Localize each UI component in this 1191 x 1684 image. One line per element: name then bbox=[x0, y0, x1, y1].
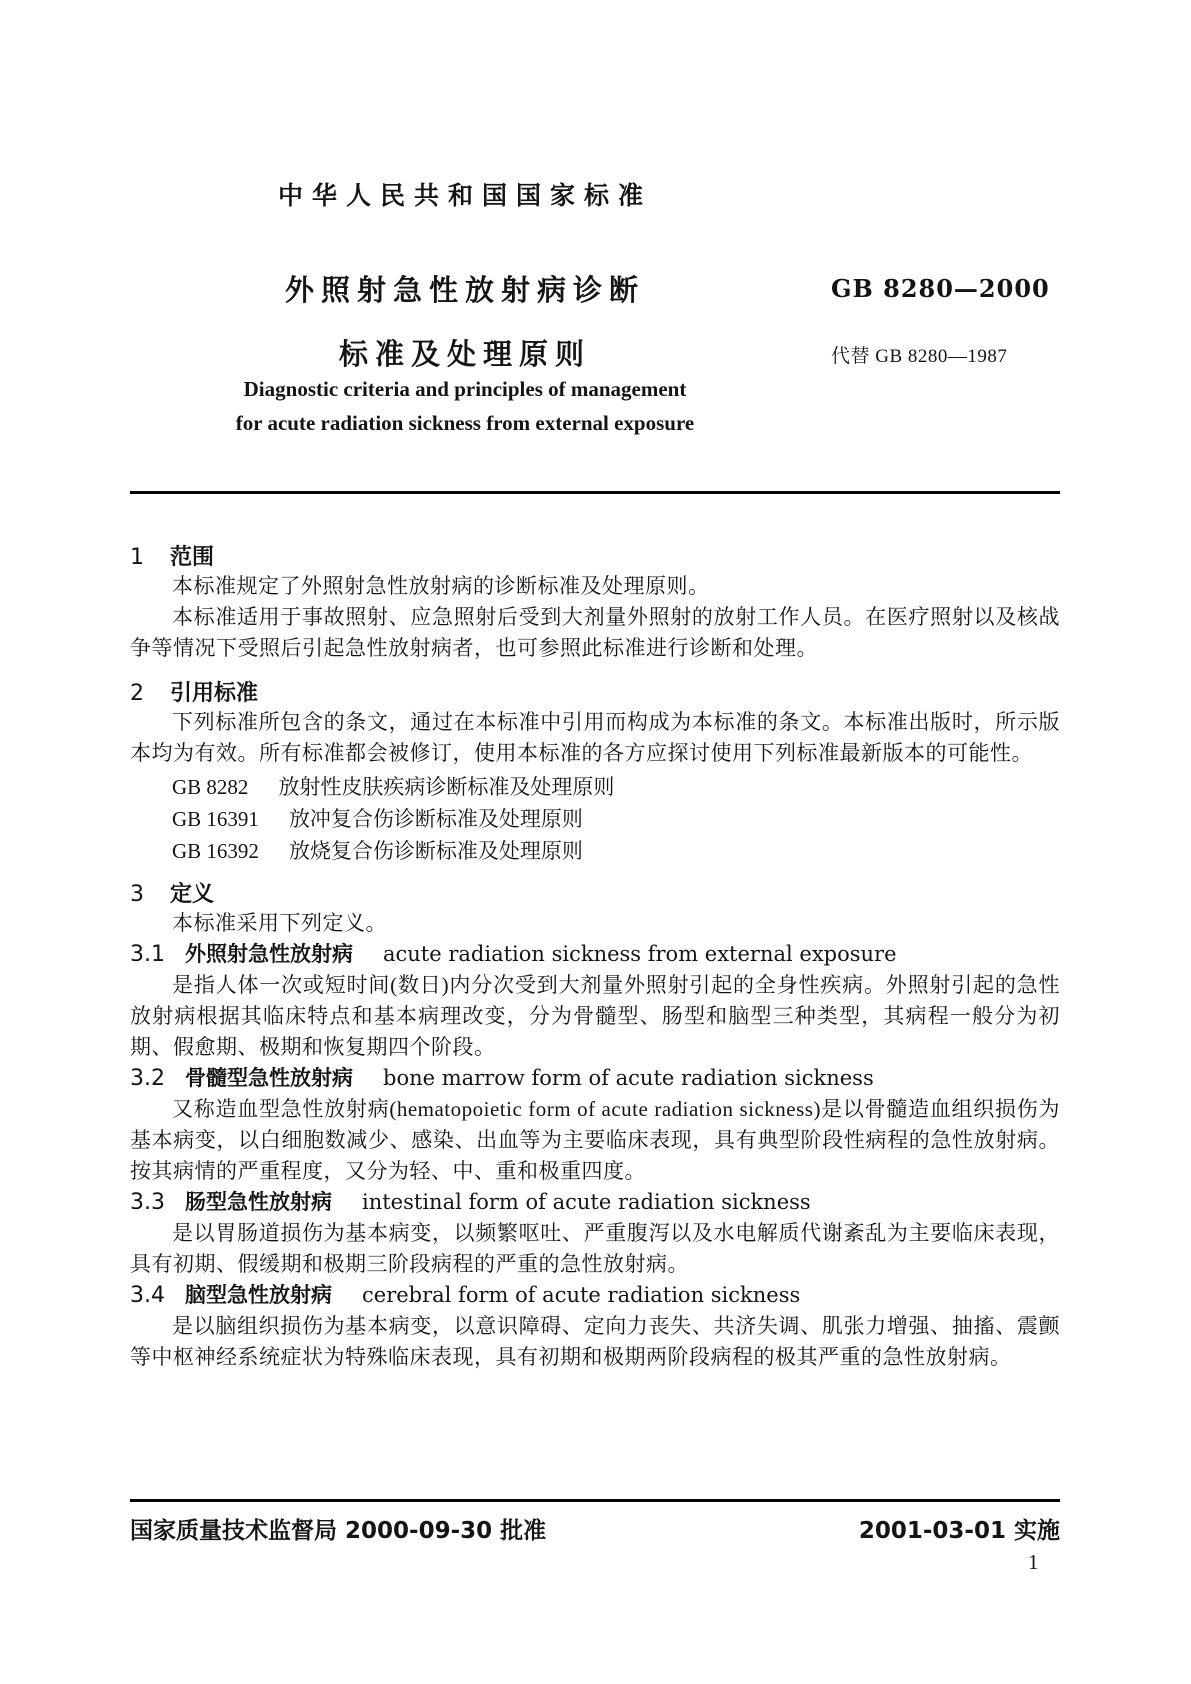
reference-code: GB 16392 bbox=[172, 839, 259, 863]
reference-code: GB 8282 bbox=[172, 775, 249, 799]
section-heading-2 bbox=[130, 681, 1060, 707]
subsection-heading bbox=[130, 1280, 1060, 1311]
subsection-heading bbox=[130, 1063, 1060, 1094]
term-chinese: 骨髓型急性放射病 bbox=[185, 1066, 353, 1090]
reference-item bbox=[130, 835, 1060, 867]
national-standard-label: 中华人民共和国国家标准 bbox=[277, 181, 652, 210]
term-english: bone marrow form of acute radiation sickness bbox=[383, 1066, 874, 1090]
section-title: 定义 bbox=[170, 882, 215, 907]
subsection-3-4 bbox=[130, 1280, 1060, 1373]
paragraph: 又称造血型急性放射病(hematopoietic form of acute radiation sickness)是以骨髓造血组织损伤为基本病变，以白细胞数减少、感染、出血等为主要临床表现，具有典型阶段性病程的急性放射病。按其病情的严重程度，又分为轻、中、重和极重四度。 bbox=[130, 1097, 1060, 1183]
reference-item bbox=[130, 803, 1060, 835]
term-chinese: 脑型急性放射病 bbox=[185, 1283, 332, 1307]
reference-title: 放烧复合伤诊断标准及处理原则 bbox=[288, 839, 583, 863]
section-heading-3 bbox=[130, 882, 1060, 908]
paragraph: 是以脑组织损伤为基本病变，以意识障碍、定向力丧失、共济失调、肌张力增强、抽搐、震颤等中枢神经系统症状为特殊临床表现，具有初期和极期两阶段病程的极其严重的急性放射病。 bbox=[130, 1314, 1060, 1369]
paragraph: 下列标准所包含的条文，通过在本标准中引用而构成为本标准的条文。本标准出版时，所示版本均为有效。所有标准都会被修订，使用本标准的各方应探讨使用下列标准最新版本的可能性。 bbox=[130, 710, 1060, 765]
standard-code: GB 8280—2000 bbox=[831, 274, 1050, 303]
term-chinese: 外照射急性放射病 bbox=[185, 942, 353, 966]
term-english: acute radiation sickness from external exposure bbox=[383, 942, 897, 966]
term-english: intestinal form of acute radiation sickness bbox=[362, 1190, 811, 1214]
section-scope bbox=[130, 545, 1060, 664]
section-title: 范围 bbox=[170, 545, 215, 570]
subsection-number: 3.1 bbox=[130, 942, 165, 967]
reference-code: GB 16391 bbox=[172, 807, 259, 831]
approval-statement: 国家质量技术监督局 2000-09-30 批准 bbox=[130, 1518, 547, 1544]
implementation-date: 2001-03-01 实施 bbox=[858, 1518, 1060, 1544]
paragraph: 本标准适用于事故照射、应急照射后受到大剂量外照射的放射工作人员。在医疗照射以及核战争等情况下受照后引起急性放射病者，也可参照此标准进行诊断和处理。 bbox=[130, 605, 1060, 660]
reference-title: 放射性皮肤疾病诊断标准及处理原则 bbox=[278, 775, 615, 799]
section-number: 2 bbox=[130, 681, 144, 706]
subsection-3-3 bbox=[130, 1187, 1060, 1280]
section-title: 引用标准 bbox=[170, 681, 259, 706]
subsection-heading bbox=[130, 1187, 1060, 1218]
subsection-3-1 bbox=[130, 939, 1060, 1063]
subsection-number: 3.4 bbox=[130, 1283, 165, 1308]
term-english: cerebral form of acute radiation sickness bbox=[362, 1283, 801, 1307]
paragraph: 本标准采用下列定义。 bbox=[172, 911, 387, 935]
title-line-1: 外照射急性放射病诊断 bbox=[284, 273, 645, 307]
section-number: 3 bbox=[130, 882, 144, 907]
superseded-standard: 代替 GB 8280—1987 bbox=[831, 346, 1008, 367]
paragraph: 是以胃肠道损伤为基本病变，以频繁呕吐、严重腹泻以及水电解质代谢紊乱为主要临床表现，具有初期、假缓期和极期三阶段病程的严重的急性放射病。 bbox=[130, 1221, 1060, 1276]
paragraph: 本标准规定了外照射急性放射病的诊断标准及处理原则。 bbox=[172, 574, 710, 598]
reference-item bbox=[130, 771, 1060, 803]
paragraph: 是指人体一次或短时间(数日)内分次受到大剂量外照射引起的全身性疾病。外照射引起的急性放射病根据其临床特点和基本病理改变，分为骨髓型、肠型和脑型三种类型，其病程一般分为初期、假愈期、极期和恢复期四个阶段。 bbox=[130, 973, 1060, 1059]
term-chinese: 肠型急性放射病 bbox=[185, 1190, 332, 1214]
document-body bbox=[130, 540, 1060, 1373]
standard-code-block bbox=[831, 274, 1061, 368]
footer bbox=[130, 1512, 1060, 1545]
reference-title: 放冲复合伤诊断标准及处理原则 bbox=[288, 807, 583, 831]
section-heading-1 bbox=[130, 545, 1060, 571]
section-references bbox=[130, 681, 1060, 867]
english-title-line-2: for acute radiation sickness from external exposure bbox=[235, 411, 695, 435]
header-divider bbox=[130, 491, 1060, 494]
footer-divider bbox=[130, 1499, 1060, 1502]
document-title-chinese bbox=[130, 258, 800, 386]
subsection-heading bbox=[130, 939, 1060, 970]
document-title-english bbox=[130, 372, 800, 440]
english-title-line-1: Diagnostic criteria and principles of management bbox=[243, 377, 687, 401]
subsection-number: 3.2 bbox=[130, 1066, 165, 1091]
page-number: 1 bbox=[1028, 1550, 1039, 1574]
section-definitions bbox=[130, 882, 1060, 1373]
section-number: 1 bbox=[130, 545, 144, 570]
subsection-3-2 bbox=[130, 1063, 1060, 1187]
subsection-number: 3.3 bbox=[130, 1190, 165, 1215]
reference-list bbox=[130, 771, 1060, 867]
title-line-2: 标准及处理原则 bbox=[338, 337, 591, 371]
